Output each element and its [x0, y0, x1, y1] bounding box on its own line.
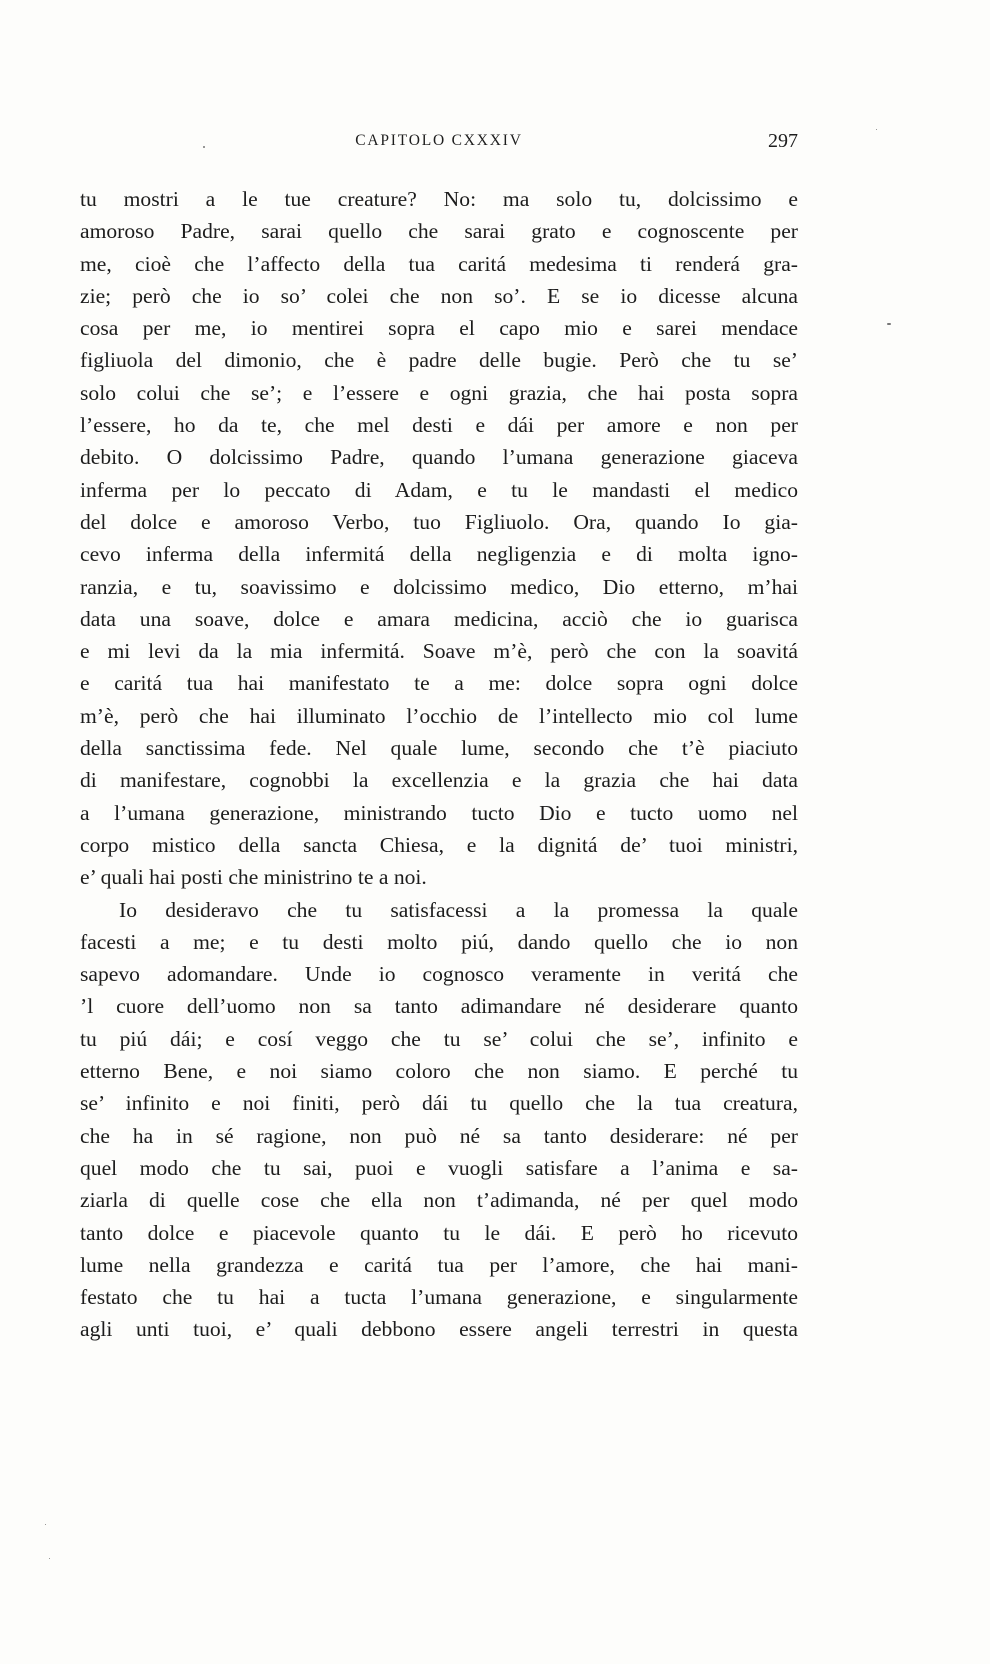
- text-line: ziarla di quelle cose che ella non t’adimanda, né per quel modo: [80, 1188, 798, 1213]
- page-number: 297: [768, 130, 798, 152]
- scan-speck: [887, 323, 891, 325]
- text-line: tu mostri a le tue creature? No: ma solo tu, dolcissimo e: [80, 187, 798, 211]
- text-line: facesti a me; e tu desti molto piú, dando quello che io non: [80, 929, 798, 954]
- text-line: che ha in sé ragione, non può né sa tanto desiderare: né per: [80, 1123, 798, 1148]
- text-line: etterno Bene, e noi siamo coloro che non siamo. E perché tu: [80, 1059, 798, 1084]
- text-line: cosa per me, io mentirei sopra el capo mio e sarei mendace: [80, 316, 798, 341]
- text-line: sapevo adomandare. Unde io cognosco veramente in veritá che: [80, 962, 798, 987]
- text-line: inferma per lo peccato di Adam, e tu le mandasti el medico: [80, 477, 798, 502]
- text-line: debito. O dolcissimo Padre, quando l’umana generazione giaceva: [80, 445, 798, 470]
- text-line: amoroso Padre, sarai quello che sarai grato e cognoscente per: [80, 219, 798, 244]
- text-line: lume nella grandezza e caritá tua per l’amore, che hai mani-: [80, 1252, 798, 1277]
- text-line: festato che tu hai a tucta l’umana generazione, e singularmente: [80, 1285, 798, 1310]
- text-line: ’l cuore dell’uomo non sa tanto adimandare né desiderare quanto: [80, 994, 798, 1019]
- text-line: e mi levi da la mia infermitá. Soave m’è, però che con la soavitá: [80, 639, 798, 664]
- text-line: di manifestare, cognobbi la excellenzia e la grazia che hai data: [80, 768, 798, 793]
- text-line: ranzia, e tu, soavissimo e dolcissimo medico, Dio etterno, m’hai: [80, 574, 798, 599]
- text-line: figliuola del dimonio, che è padre delle bugie. Però che tu se’: [80, 348, 798, 373]
- text-line: a l’umana generazione, ministrando tucto Dio e tucto uomo nel: [80, 800, 798, 825]
- text-line: solo colui che se’; e l’essere e ogni grazia, che hai posta sopra: [80, 380, 798, 405]
- scan-speck: [876, 129, 877, 130]
- text-line: Io desideravo che tu satisfacessi a la promessa la quale: [119, 897, 798, 922]
- text-line: e’ quali hai posti che ministrino te a noi.: [80, 865, 427, 890]
- text-line: zie; però che io so’ colei che non so’. E se io dicesse alcuna: [80, 283, 798, 308]
- text-line: agli unti tuoi, e’ quali debbono essere angeli terrestri in questa: [80, 1317, 798, 1342]
- running-head: [80, 128, 798, 158]
- paragraph: [80, 183, 798, 894]
- scan-speck: [49, 1558, 50, 1559]
- text-line: della sanctissima fede. Nel quale lume, secondo che t’è piaciuto: [80, 736, 798, 761]
- text-line: cevo inferma della infermitá della negligenzia e di molta igno-: [80, 542, 798, 567]
- text-line: m’è, però che hai illuminato l’occhio de l’intellecto mio col lume: [80, 703, 798, 728]
- scan-speck: [45, 1524, 46, 1525]
- chapter-title: CAPITOLO CXXXIV: [355, 132, 523, 149]
- scan-speck: [203, 146, 205, 148]
- text-line: tanto dolce e piacevole quanto tu le dái. E però ho ricevuto: [80, 1220, 798, 1245]
- text-line: data una soave, dolce e amara medicina, acciò che io guarisca: [80, 606, 798, 631]
- text-line: me, cioè che l’affecto della tua caritá medesima ti renderá gra-: [80, 251, 798, 276]
- text-line: quel modo che tu sai, puoi e vuogli satisfare a l’anima e sa-: [80, 1155, 798, 1180]
- body-text: [80, 183, 798, 1346]
- text-line: e caritá tua hai manifestato te a me: dolce sopra ogni dolce: [80, 671, 798, 696]
- text-line: tu piú dái; e cosí veggo che tu se’ colui che se’, infinito e: [80, 1026, 798, 1051]
- text-line: se’ infinito e noi finiti, però dái tu quello che la tua creatura,: [80, 1091, 798, 1116]
- text-line: del dolce e amoroso Verbo, tuo Figliuolo. Ora, quando Io gia-: [80, 509, 798, 534]
- text-line: l’essere, ho da te, che mel desti e dái per amore e non per: [80, 413, 798, 438]
- paragraph: [80, 894, 798, 1346]
- text-line: corpo mistico della sancta Chiesa, e la dignitá de’ tuoi ministri,: [80, 832, 798, 857]
